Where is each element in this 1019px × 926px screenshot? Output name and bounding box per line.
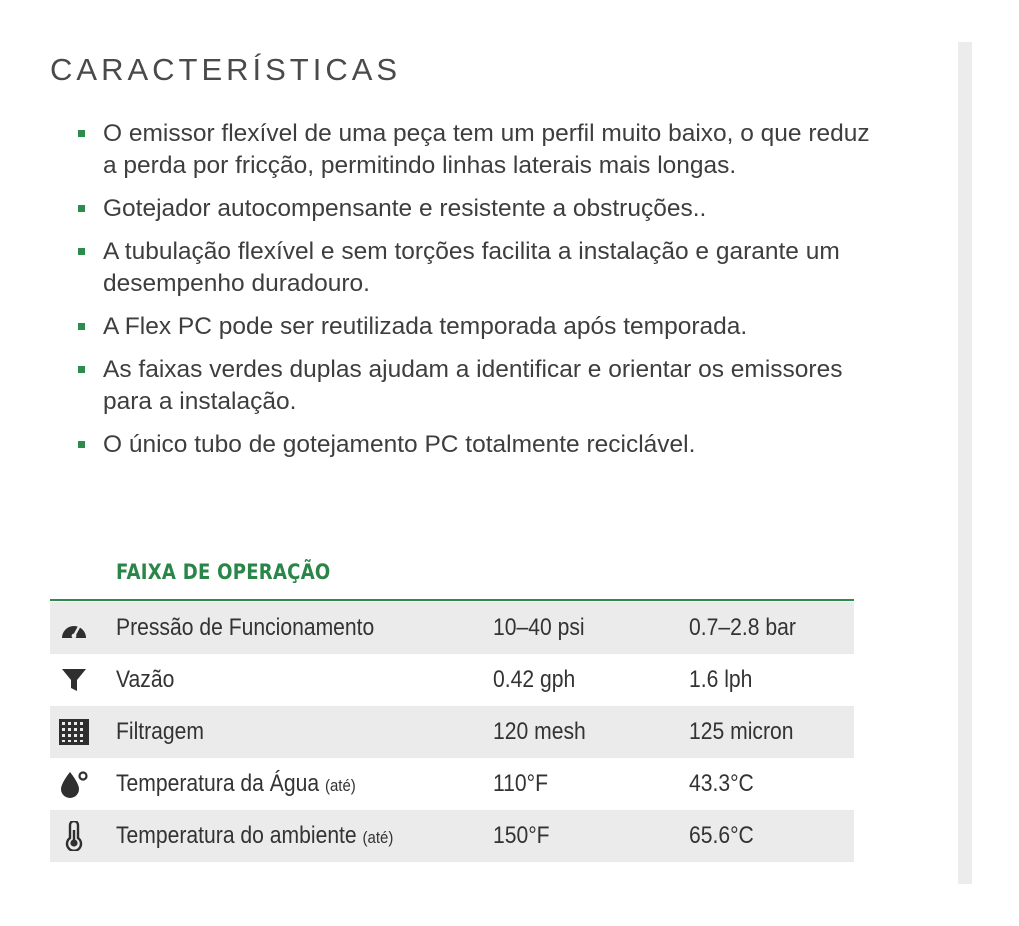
page-title: CARACTERÍSTICAS (50, 52, 402, 87)
mesh-grid-icon (58, 718, 90, 746)
features-list (78, 118, 878, 472)
bullet-icon (78, 130, 85, 137)
row-label: Vazão (116, 666, 175, 693)
metric-value: 1.6 lph (689, 666, 753, 693)
feature-item: O único tubo de gotejamento PC totalmente reciclável. (78, 429, 878, 461)
metric-value: 43.3°C (689, 770, 754, 797)
metric-value: 65.6°C (689, 822, 754, 849)
feature-item: O emissor flexível de uma peça tem um perfil muito baixo, o que reduz a perda por fricção, permitindo linhas laterais mais longas. (78, 118, 878, 182)
imperial-value: 10–40 psi (493, 614, 585, 641)
feature-item: A Flex PC pode ser reutilizada temporada após temporada. (78, 311, 878, 343)
row-label: Temperatura da Água (até) (116, 770, 356, 797)
feature-item: As faixas verdes duplas ajudam a identificar e orientar os emissores para a instalação. (78, 354, 878, 418)
row-label: Pressão de Funcionamento (116, 614, 375, 641)
row-label: Temperatura do ambiente (até) (116, 822, 394, 849)
feature-item: Gotejador autocompensante e resistente a obstruções.. (78, 193, 878, 225)
bullet-icon (78, 205, 85, 212)
imperial-value: 0.42 gph (493, 666, 576, 693)
imperial-value: 150°F (493, 822, 550, 849)
thermometer-icon (58, 822, 90, 850)
bullet-icon (78, 441, 85, 448)
metric-value: 125 micron (689, 718, 794, 745)
table-row (50, 758, 854, 810)
bullet-icon (78, 323, 85, 330)
imperial-value: 120 mesh (493, 718, 586, 745)
funnel-icon (58, 666, 90, 694)
table-row (50, 810, 854, 862)
bullet-icon (78, 366, 85, 373)
table-row (50, 602, 854, 654)
water-drop-temperature-icon (58, 770, 90, 798)
metric-value: 0.7–2.8 bar (689, 614, 796, 641)
feature-item: A tubulação flexível e sem torções facilita a instalação e garante um desempenho duradouro. (78, 236, 878, 300)
section-divider (50, 599, 854, 601)
scrollbar[interactable] (958, 42, 972, 884)
table-row (50, 654, 854, 706)
gauge-icon (58, 614, 90, 642)
imperial-value: 110°F (493, 770, 549, 797)
row-note: (até) (362, 828, 394, 847)
row-note: (até) (324, 776, 356, 795)
row-label: Filtragem (116, 718, 205, 745)
operating-range-table (50, 602, 854, 862)
operating-range-title: FAIXA DE OPERAÇÃO (116, 560, 331, 584)
table-row (50, 706, 854, 758)
bullet-icon (78, 248, 85, 255)
